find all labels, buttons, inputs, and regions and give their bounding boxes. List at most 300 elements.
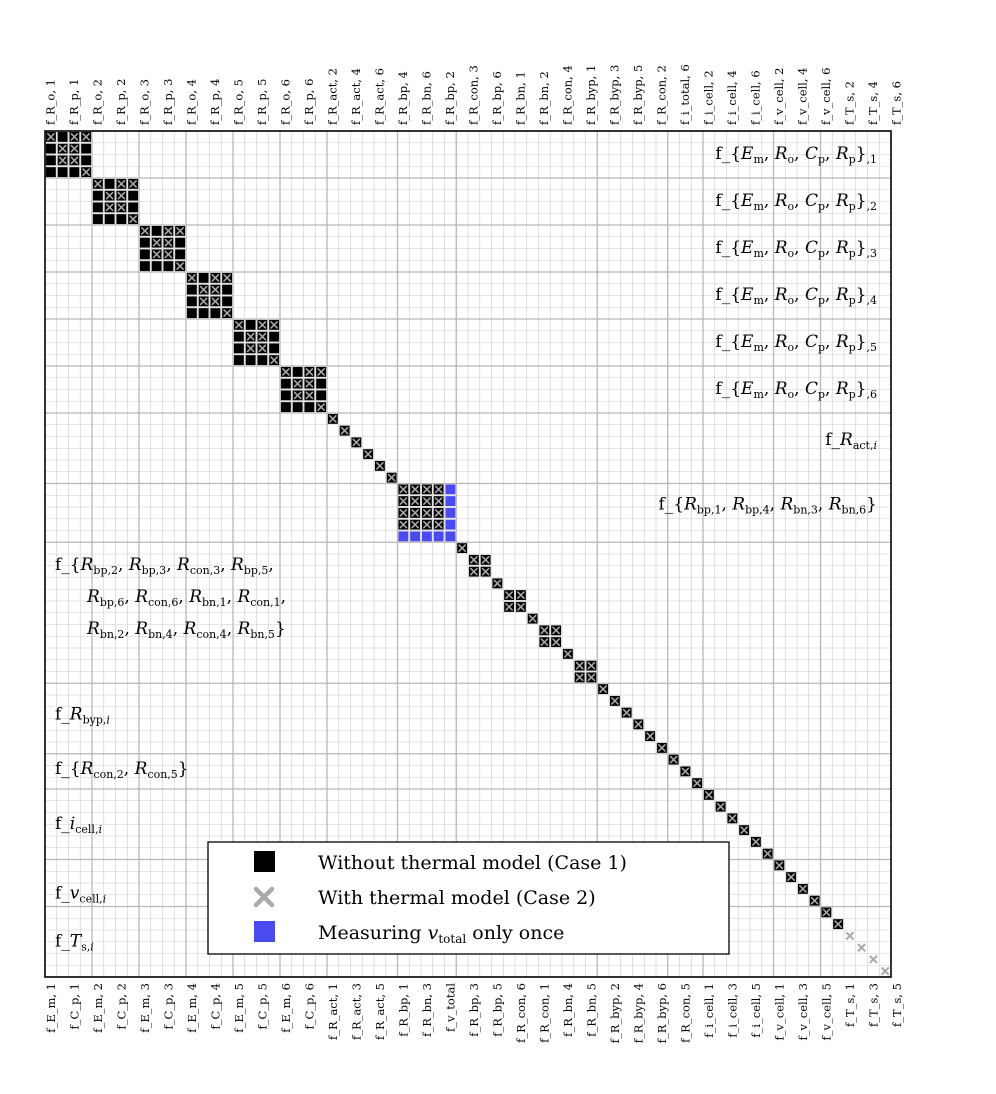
label-part: , — [794, 285, 805, 305]
cell-case1 — [46, 155, 56, 165]
label-part: C — [804, 144, 818, 164]
cell-case1 — [175, 249, 185, 259]
top-tick-label: f_R_o, 4 — [184, 79, 199, 125]
label-part: bn,6 — [841, 503, 867, 517]
cell-case1 — [246, 320, 256, 330]
label-part: R — [684, 494, 697, 515]
cell-case1 — [234, 355, 244, 365]
top-tick-label: f_R_bn, 2 — [536, 71, 551, 125]
bottom-tick-label: f_R_act, 1 — [325, 983, 340, 1040]
label-part: R — [774, 285, 788, 305]
bottom-tick-label: f_R_con, 6 — [513, 983, 528, 1043]
legend-marker-square — [254, 921, 275, 942]
bottom-tick-label: f_E_m, 4 — [184, 983, 199, 1033]
label-part: R — [774, 144, 788, 164]
label-part: f_ — [55, 814, 70, 834]
label-part: , — [226, 619, 238, 639]
label-part: con,3 — [189, 564, 221, 577]
top-tick-label: f_R_con, 4 — [560, 65, 575, 125]
bottom-tick-label: f_v_cell, 1 — [772, 983, 787, 1041]
label-part: bp,6 — [99, 596, 125, 609]
cell-vtotal — [398, 531, 408, 541]
top-tick-label: f_v_cell, 6 — [818, 67, 833, 125]
label-part: R — [69, 704, 83, 725]
label-part: , — [166, 555, 178, 575]
top-tick-label: f_R_byp, 3 — [607, 64, 622, 125]
label-part: , — [794, 144, 805, 164]
label-part: p — [848, 388, 856, 401]
bottom-tick-label: f_T_s, 1 — [842, 983, 857, 1027]
label-part: con,1 — [250, 596, 281, 609]
label-part: o — [787, 341, 795, 354]
block-label-mixed-line2 — [86, 587, 286, 609]
bottom-tick-label: f_R_bp, 3 — [466, 983, 481, 1037]
label-part: byp, — [82, 713, 107, 727]
bottom-tick-label: f_R_byp, 2 — [607, 983, 622, 1044]
cell-case1 — [293, 367, 303, 377]
label-part: R — [835, 238, 849, 258]
cell-case1 — [58, 167, 68, 177]
top-tick-label: f_R_bp, 2 — [442, 71, 457, 125]
label-part: o — [787, 294, 795, 307]
label-part: R — [135, 587, 149, 607]
label-part: , — [124, 619, 136, 639]
bottom-tick-label: f_R_con, 1 — [537, 983, 552, 1043]
legend-entry-label: Without thermal model (Case 1) — [318, 852, 627, 874]
cell-case1 — [199, 308, 209, 318]
label-part: , — [825, 332, 836, 352]
cell-case1 — [105, 179, 115, 189]
bottom-tick-label: f_R_con, 5 — [678, 983, 693, 1043]
bottom-tick-label: f_R_bp, 5 — [490, 983, 505, 1037]
bottom-tick-label: f_i_cell, 1 — [701, 983, 716, 1038]
label-part: , — [268, 555, 274, 575]
bottom-tick-label: f_R_bp, 1 — [396, 983, 411, 1037]
label-part: R — [183, 619, 197, 639]
label-part: } — [855, 191, 867, 211]
bottom-tick-label: f_T_s, 3 — [866, 983, 881, 1027]
label-part: m — [753, 388, 764, 401]
label-part: p — [817, 247, 825, 260]
cell-vtotal — [445, 508, 455, 518]
label-part: p — [848, 200, 856, 213]
label-part: , — [123, 758, 135, 779]
bottom-tick-label: f_E_m, 1 — [43, 983, 58, 1033]
top-tick-label: f_R_bn, 1 — [513, 71, 528, 125]
label-part: f_{ — [715, 379, 742, 399]
legend — [208, 842, 729, 954]
top-tick-label: f_R_byp, 5 — [630, 64, 645, 125]
cell-case1 — [293, 402, 303, 412]
label-part: bn,3 — [793, 503, 818, 517]
block-label-mixed-line3 — [86, 619, 286, 641]
label-part: R — [835, 332, 849, 352]
label-part: f_ — [55, 931, 70, 952]
bottom-tick-label: f_v_cell, 5 — [819, 983, 834, 1041]
cell-case1 — [81, 144, 91, 154]
block-label-3 — [715, 238, 877, 260]
label-part: bn,4 — [148, 628, 173, 641]
label-part: bp,4 — [745, 503, 770, 517]
cell-case1 — [269, 332, 279, 342]
top-tick-label: f_i_cell, 2 — [701, 70, 716, 125]
label-part: i — [98, 823, 102, 836]
top-tick-label: f_R_o, 2 — [90, 79, 105, 125]
cell-case1 — [69, 167, 79, 177]
label-part: , — [763, 379, 775, 399]
label-part: } — [177, 758, 189, 779]
label-part: , — [763, 285, 775, 305]
label-part: , — [794, 332, 805, 352]
label-part: f_{ — [715, 238, 742, 258]
label-part: , — [817, 494, 829, 515]
cell-vtotal — [422, 531, 432, 541]
label-part: C — [804, 285, 818, 305]
top-tick-label: f_R_o, 6 — [278, 79, 293, 125]
label-part: E — [741, 379, 754, 399]
label-part: f_ — [55, 883, 70, 904]
bottom-tick-label: f_C_p, 4 — [208, 983, 223, 1030]
label-part: bp,3 — [141, 564, 167, 577]
label-part: m — [753, 294, 764, 307]
label-part: } — [855, 144, 867, 164]
label-part: , — [178, 587, 190, 607]
bottom-tick-label: f_v_total — [443, 983, 458, 1032]
label-part: bp,2 — [93, 564, 118, 577]
label-part: i — [90, 940, 94, 954]
cell-case1 — [58, 132, 68, 142]
top-tick-label: f_R_p, 4 — [207, 78, 222, 125]
bottom-tick-label: f_R_byp, 4 — [631, 983, 646, 1044]
label-part: ,4 — [866, 294, 877, 307]
label-part: f_ — [825, 430, 841, 450]
cell-case1 — [199, 273, 209, 283]
label-part: , — [794, 379, 805, 399]
label-part: p — [817, 388, 825, 401]
label-part: , — [794, 191, 805, 211]
label-part: , — [280, 587, 287, 607]
label-part: R — [780, 494, 794, 515]
label-part: C — [804, 238, 818, 258]
label-part: R — [732, 494, 746, 515]
block-label-2 — [715, 191, 877, 213]
label-part: , — [172, 619, 184, 639]
bottom-tick-label: f_C_p, 2 — [114, 983, 129, 1030]
label-part: only once — [466, 922, 565, 944]
cell-case1 — [163, 261, 173, 271]
cell-case1 — [140, 238, 150, 248]
label-part: C — [804, 379, 818, 399]
cell-case1 — [316, 390, 326, 400]
label-part: total — [438, 932, 467, 946]
label-part: i — [106, 713, 110, 727]
label-part: } — [855, 332, 867, 352]
label-part: p — [848, 247, 856, 260]
label-part: cell, — [75, 823, 99, 836]
label-part: f_{ — [55, 758, 81, 779]
label-part: R — [840, 430, 853, 450]
label-part: , — [226, 587, 238, 607]
label-part: m — [753, 341, 764, 354]
label-part: R — [87, 587, 100, 607]
label-part: Measuring — [318, 922, 428, 944]
top-tick-label: f_i_cell, 4 — [724, 70, 739, 125]
label-part: con,4 — [196, 628, 227, 641]
label-part: p — [817, 341, 825, 354]
block-label-ts — [55, 932, 94, 954]
top-tick-label: f_R_con, 2 — [654, 65, 669, 125]
cell-case2 — [847, 933, 853, 939]
cell-case1 — [140, 249, 150, 259]
label-part: R — [835, 379, 849, 399]
label-part: E — [741, 191, 754, 211]
label-part: p — [848, 153, 856, 166]
cell-case1 — [234, 343, 244, 353]
label-part: R — [87, 619, 100, 639]
cell-case1 — [46, 144, 56, 154]
cell-case1 — [316, 379, 326, 389]
cell-vtotal — [410, 531, 420, 541]
label-part: , — [763, 332, 775, 352]
label-part: con,2 — [93, 767, 124, 781]
cell-case1 — [128, 202, 138, 212]
bottom-tick-label: f_i_cell, 5 — [748, 983, 763, 1038]
block-label-vcell — [55, 884, 106, 906]
label-part: p — [848, 341, 856, 354]
label-part: i — [69, 814, 76, 834]
bottom-tick-label: f_E_m, 5 — [231, 983, 246, 1033]
label-part: f_{ — [715, 285, 742, 305]
cell-case1 — [246, 355, 256, 365]
bottom-tick-label: f_R_act, 5 — [372, 983, 387, 1040]
cell-case1 — [222, 285, 232, 295]
label-part: E — [741, 238, 754, 258]
bottom-tick-label: f_R_bn, 4 — [560, 983, 575, 1037]
cell-case1 — [234, 332, 244, 342]
label-part: R — [231, 555, 244, 575]
bottom-tick-label: f_i_cell, 3 — [725, 983, 740, 1038]
label-part: bn,1 — [202, 596, 227, 609]
bottom-tick-label: f_C_p, 5 — [255, 983, 270, 1030]
cell-case1 — [152, 261, 162, 271]
top-tick-label: f_R_act, 6 — [372, 68, 387, 125]
label-part: R — [774, 191, 788, 211]
cell-case2 — [870, 956, 876, 962]
top-tick-label: f_R_o, 1 — [43, 79, 58, 125]
label-part: p — [817, 200, 825, 213]
cell-case1 — [152, 226, 162, 236]
top-tick-label: f_v_cell, 4 — [795, 67, 810, 125]
top-tick-label: f_R_p, 3 — [160, 78, 175, 125]
bottom-tick-label: f_R_act, 3 — [349, 983, 364, 1040]
block-label-ract — [825, 430, 877, 452]
cell-case1 — [187, 296, 197, 306]
label-part: , — [825, 191, 836, 211]
label-part: , — [763, 191, 775, 211]
block-label-icell — [55, 814, 102, 836]
label-part: C — [804, 191, 818, 211]
label-part: f_{ — [658, 494, 685, 515]
label-part: , — [763, 144, 775, 164]
label-part: C — [804, 332, 818, 352]
label-part: , — [220, 555, 232, 575]
label-part: , — [769, 494, 781, 515]
top-tick-label: f_v_cell, 2 — [771, 67, 786, 125]
label-part: E — [741, 332, 754, 352]
label-part: T — [69, 931, 82, 952]
label-part: R — [835, 285, 849, 305]
label-part: R — [134, 758, 148, 779]
label-part: R — [828, 494, 842, 515]
label-part: bn,5 — [250, 628, 275, 641]
cell-case1 — [257, 355, 267, 365]
label-part: i — [102, 892, 107, 906]
label-part: E — [741, 144, 754, 164]
top-tick-label: f_R_o, 5 — [231, 79, 246, 125]
cell-case1 — [81, 155, 91, 165]
label-part: } — [855, 285, 867, 305]
top-tick-label: f_R_con, 3 — [466, 65, 481, 125]
cell-case1 — [222, 296, 232, 306]
label-part: R — [237, 587, 251, 607]
top-tick-label: f_R_bn, 6 — [419, 71, 434, 125]
label-part: , — [721, 494, 733, 515]
bottom-tick-label: f_E_m, 6 — [278, 983, 293, 1033]
label-part: p — [817, 153, 825, 166]
label-part: , — [825, 238, 836, 258]
top-tick-label: f_T_s, 2 — [842, 81, 857, 125]
top-tick-label: f_R_p, 5 — [254, 78, 269, 125]
cell-vtotal — [434, 531, 444, 541]
label-part: , — [124, 587, 136, 607]
legend-entry-label: With thermal model (Case 2) — [318, 887, 596, 909]
top-tick-label: f_T_s, 6 — [889, 81, 904, 125]
top-tick-label: f_T_s, 4 — [865, 81, 880, 125]
label-part: ,2 — [866, 200, 877, 213]
label-part: ,1 — [866, 153, 877, 166]
label-part: R — [774, 238, 788, 258]
label-part: o — [787, 200, 795, 213]
label-part: R — [80, 758, 94, 779]
label-part: E — [741, 285, 754, 305]
block-label-1 — [715, 144, 877, 166]
legend-marker-square — [254, 851, 275, 872]
block-label-6 — [715, 379, 877, 401]
bottom-tick-label: f_E_m, 2 — [90, 983, 105, 1033]
top-tick-label: f_R_bp, 4 — [395, 71, 410, 125]
label-part: m — [753, 200, 764, 213]
label-part: v — [427, 922, 439, 944]
label-part: m — [753, 247, 764, 260]
bottom-tick-label: f_R_bn, 5 — [584, 983, 599, 1037]
cell-case1 — [140, 261, 150, 271]
block-label-4 — [715, 285, 877, 307]
cell-case2 — [859, 945, 865, 951]
label-part: , — [763, 238, 775, 258]
label-part: f_ — [55, 704, 70, 725]
label-part: } — [866, 494, 877, 515]
cell-case1 — [281, 402, 291, 412]
bottom-tick-label: f_C_p, 6 — [302, 983, 317, 1030]
top-tick-label: f_R_p, 1 — [66, 78, 81, 125]
label-part: act, — [852, 439, 874, 452]
cell-case1 — [93, 191, 103, 201]
top-tick-label: f_R_act, 4 — [348, 68, 363, 125]
block-label-mixed-line1 — [55, 555, 274, 577]
label-part: , — [825, 285, 836, 305]
label-part: R — [835, 191, 849, 211]
cell-case1 — [116, 214, 126, 224]
cell-case1 — [304, 402, 314, 412]
cell-case1 — [105, 214, 115, 224]
label-part: R — [135, 619, 149, 639]
top-tick-label: f_R_act, 2 — [325, 68, 340, 125]
label-part: cell, — [79, 892, 103, 906]
label-part: R — [237, 619, 251, 639]
label-part: i — [873, 439, 877, 452]
label-part: s, — [81, 940, 91, 954]
label-part: f_{ — [55, 555, 81, 575]
block-label-rbyp — [55, 704, 110, 726]
label-part: } — [855, 238, 867, 258]
cell-case1 — [281, 390, 291, 400]
cell-case2 — [882, 968, 888, 974]
cell-case1 — [93, 214, 103, 224]
label-part: con,5 — [147, 767, 178, 781]
label-part: , — [825, 144, 836, 164]
label-part: R — [177, 555, 190, 575]
label-part: p — [817, 294, 825, 307]
label-part: bp,1 — [696, 503, 722, 517]
label-part: f_{ — [715, 332, 742, 352]
bottom-tick-label: f_E_m, 3 — [137, 983, 152, 1033]
label-part: f_{ — [715, 191, 742, 211]
label-part: bn,2 — [99, 628, 125, 641]
bottom-tick-label: f_C_p, 3 — [161, 983, 176, 1030]
label-part: R — [80, 555, 94, 575]
cell-vtotal — [445, 531, 455, 541]
top-tick-label: f_R_byp, 1 — [583, 64, 598, 125]
cell-case1 — [210, 308, 220, 318]
top-tick-label: f_R_o, 3 — [137, 79, 152, 125]
label-part: o — [787, 388, 795, 401]
bottom-tick-label: f_T_s, 5 — [889, 983, 904, 1027]
label-part: v — [69, 883, 80, 904]
block-label-5 — [715, 332, 877, 354]
cell-case1 — [187, 285, 197, 295]
label-part: ,6 — [866, 388, 877, 401]
label-part: } — [274, 619, 286, 639]
top-tick-label: f_R_p, 2 — [113, 78, 128, 125]
label-part: m — [753, 153, 764, 166]
label-part: R — [774, 379, 788, 399]
bottom-tick-label: f_R_bn, 3 — [419, 983, 434, 1037]
bottom-tick-label: f_v_cell, 3 — [795, 983, 810, 1041]
label-part: ,3 — [866, 247, 877, 260]
label-part: R — [774, 332, 788, 352]
label-part: o — [787, 247, 795, 260]
label-part: } — [855, 379, 867, 399]
cell-case1 — [269, 343, 279, 353]
label-part: , — [825, 379, 836, 399]
bottom-tick-label: f_C_p, 1 — [67, 983, 82, 1030]
cell-case1 — [128, 191, 138, 201]
label-part: o — [787, 153, 795, 166]
label-part: R — [835, 144, 849, 164]
bottom-tick-label: f_R_byp, 6 — [654, 983, 669, 1044]
label-part: R — [189, 587, 203, 607]
top-tick-label: f_R_p, 6 — [301, 78, 316, 125]
